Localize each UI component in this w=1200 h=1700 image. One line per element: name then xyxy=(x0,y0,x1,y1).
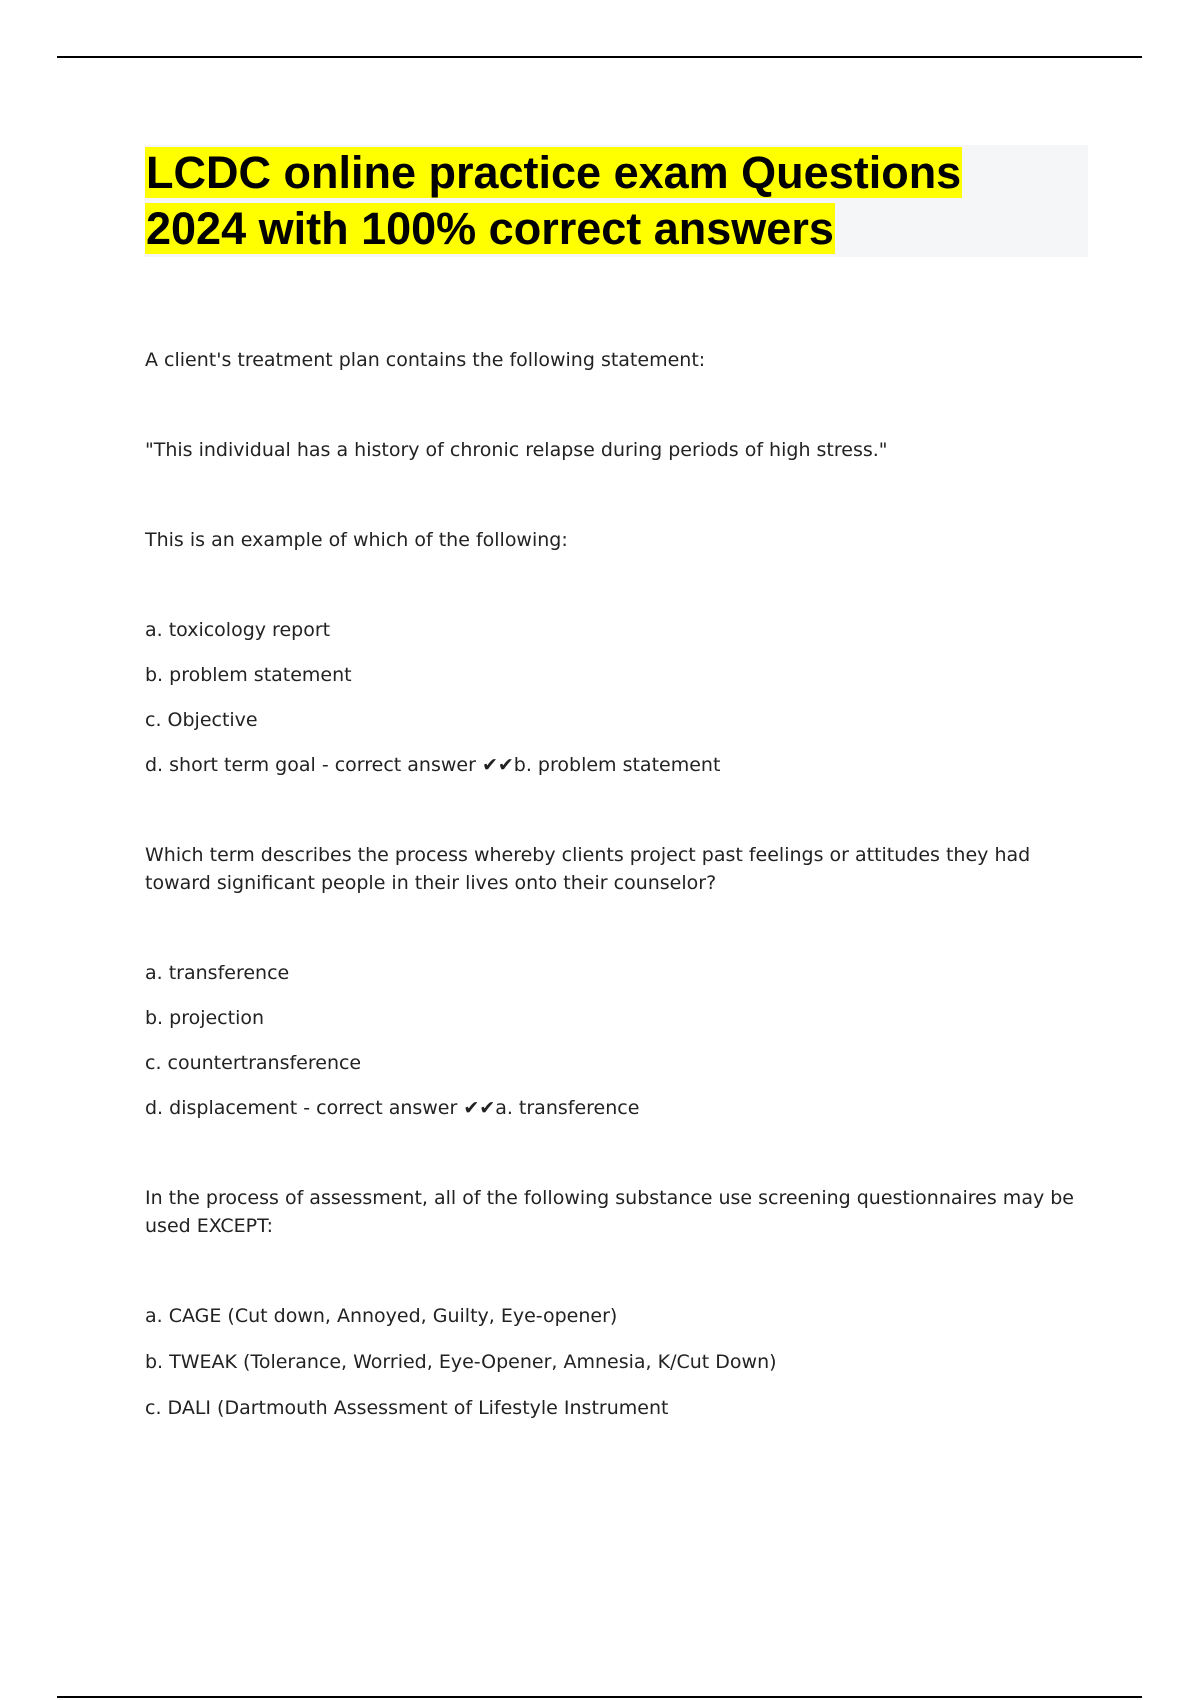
question-1-option-d-answer: d. short term goal - correct answer ✔✔b. problem statement xyxy=(145,754,721,776)
question-3-prompt: In the process of assessment, all of the following substance use screening questionnaires may be used EXCEPT: xyxy=(145,1187,1074,1237)
question-3-options xyxy=(145,1302,1095,1422)
document-body xyxy=(145,346,1095,1484)
top-rule xyxy=(57,56,1142,58)
question-1-intro: A client's treatment plan contains the following statement: xyxy=(145,349,706,371)
question-1-prompt: This is an example of which of the following: xyxy=(145,529,568,551)
question-2-options xyxy=(145,959,1095,1122)
question-2-prompt: Which term describes the process whereby clients project past feelings or attitudes they had toward significant people in their lives onto their counselor? xyxy=(145,844,1031,894)
question-3-option-a: a. CAGE (Cut down, Annoyed, Guilty, Eye-opener) xyxy=(145,1305,618,1327)
question-1-option-c: c. Objective xyxy=(145,709,258,731)
question-1-option-a: a. toxicology report xyxy=(145,619,331,641)
question-2-option-c: c. countertransference xyxy=(145,1052,362,1074)
question-3-option-c: c. DALI (Dartmouth Assessment of Lifestyle Instrument xyxy=(145,1397,669,1419)
question-2-option-a: a. transference xyxy=(145,962,290,984)
bottom-rule xyxy=(57,1696,1142,1698)
question-1-option-b: b. problem statement xyxy=(145,664,352,686)
question-2 xyxy=(145,841,1095,1122)
question-1-quote: "This individual has a history of chronic relapse during periods of high stress." xyxy=(145,439,888,461)
question-1 xyxy=(145,346,1095,779)
question-1-options xyxy=(145,616,1095,779)
title-block xyxy=(145,145,1088,257)
question-3-option-b: b. TWEAK (Tolerance, Worried, Eye-Opener, Amnesia, K/Cut Down) xyxy=(145,1351,777,1373)
question-2-option-b: b. projection xyxy=(145,1007,265,1029)
title-line-1: LCDC online practice exam Questions xyxy=(146,147,962,198)
question-3 xyxy=(145,1184,1095,1422)
title-line-2: 2024 with 100% correct answers xyxy=(146,203,834,254)
question-2-option-d-answer: d. displacement - correct answer ✔✔a. transference xyxy=(145,1097,640,1119)
document-title xyxy=(145,145,1088,257)
